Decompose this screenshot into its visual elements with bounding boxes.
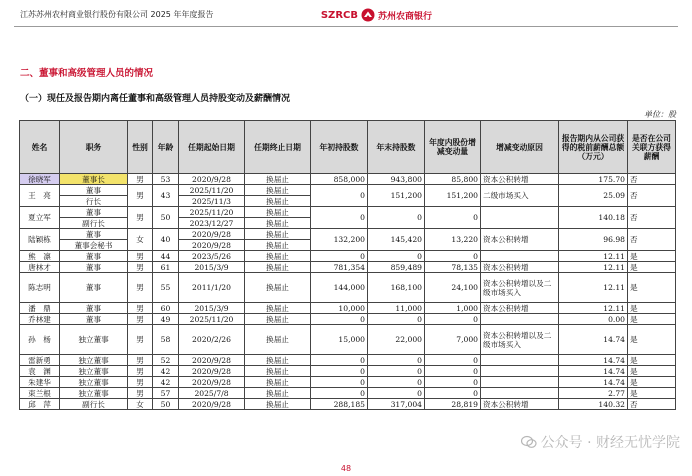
cell-start-date: 2015/3/9	[179, 303, 245, 314]
cell-role: 副行长	[60, 218, 128, 229]
cell-gender: 男	[128, 366, 153, 377]
cell-gender: 女	[128, 399, 153, 410]
cell-related-party: 否	[628, 229, 676, 251]
watermark-text: 公众号 · 财经无忧学院	[540, 435, 680, 451]
cell-name: 徐晓军	[20, 174, 60, 185]
cell-age: 50	[153, 399, 179, 410]
cell-name: 陆颖栋	[20, 229, 60, 251]
subsection-title: （一）现任及报告期内离任董事和高级管理人员持股变动及薪酬情况	[20, 94, 291, 104]
cell-pay: 14.74	[559, 377, 628, 388]
bank-logo	[321, 6, 432, 24]
cell-role: 行长	[60, 196, 128, 207]
table-header-row	[20, 121, 676, 174]
cell-age: 49	[153, 314, 179, 325]
column-header: 年龄	[153, 121, 179, 174]
table-row	[20, 314, 676, 325]
cell-end-date: 换届止	[245, 355, 311, 366]
cell-role: 董事	[60, 314, 128, 325]
column-header: 年度内股份增减变动量	[425, 121, 481, 174]
cell-related-party: 是	[628, 251, 676, 262]
cell-age: 55	[153, 273, 179, 303]
cell-start-date: 2023/12/27	[179, 218, 245, 229]
cell-end-date: 换届止	[245, 377, 311, 388]
table-row	[20, 207, 676, 218]
cell-role: 董事	[60, 262, 128, 273]
cell-age: 50	[153, 207, 179, 229]
cell-pay: 12.11	[559, 303, 628, 314]
table-row	[20, 174, 676, 185]
cell-related-party: 是	[628, 377, 676, 388]
column-header: 是否在公司关联方获得薪酬	[628, 121, 676, 174]
cell-role: 独立董事	[60, 388, 128, 399]
table-row	[20, 251, 676, 262]
cell-end-date: 换届止	[245, 218, 311, 229]
cell-end-date: 换届止	[245, 229, 311, 240]
cell-gender: 男	[128, 388, 153, 399]
cell-name: 熊 凛	[20, 251, 60, 262]
cell-begin-shares: 0	[311, 251, 368, 262]
cell-gender: 男	[128, 314, 153, 325]
column-header: 年末持股数	[368, 121, 425, 174]
cell-role: 董事	[60, 251, 128, 262]
cell-share-change: 0	[425, 366, 481, 377]
cell-gender: 男	[128, 325, 153, 355]
cell-end-date: 换届止	[245, 388, 311, 399]
cell-change-reason: 资本公积转增	[481, 174, 559, 185]
cell-begin-shares: 0	[311, 207, 368, 229]
cell-role: 董事	[60, 185, 128, 196]
cell-start-date: 2020/9/28	[179, 377, 245, 388]
cell-change-reason: 二级市场买入	[481, 185, 559, 207]
table-row	[20, 366, 676, 377]
cell-role: 董事	[60, 273, 128, 303]
cell-pay: 14.74	[559, 355, 628, 366]
cell-end-shares: 145,420	[368, 229, 425, 251]
cell-role: 独立董事	[60, 325, 128, 355]
cell-pay: 25.09	[559, 185, 628, 207]
cell-end-shares: 317,004	[368, 399, 425, 410]
table-row	[20, 377, 676, 388]
cell-role: 董事	[60, 303, 128, 314]
cell-end-date: 换届止	[245, 240, 311, 251]
cell-start-date: 2020/2/26	[179, 325, 245, 355]
cell-end-date: 换届止	[245, 196, 311, 207]
cell-role: 董事	[60, 229, 128, 240]
table-row	[20, 355, 676, 366]
cell-end-shares: 943,800	[368, 174, 425, 185]
cell-change-reason	[481, 207, 559, 229]
cell-end-date: 换届止	[245, 273, 311, 303]
cell-age: 53	[153, 174, 179, 185]
cell-share-change: 1,000	[425, 303, 481, 314]
cell-end-date: 换届止	[245, 399, 311, 410]
table-row	[20, 388, 676, 399]
section-title: 二、董事和高级管理人员的情况	[20, 68, 154, 79]
cell-related-party: 否	[628, 174, 676, 185]
cell-end-date: 换届止	[245, 174, 311, 185]
cell-share-change: 85,800	[425, 174, 481, 185]
cell-related-party: 是	[628, 366, 676, 377]
cell-share-change: 0	[425, 314, 481, 325]
cell-end-shares: 859,489	[368, 262, 425, 273]
cell-start-date: 2023/5/26	[179, 251, 245, 262]
cell-related-party: 是	[628, 262, 676, 273]
cell-end-shares: 168,100	[368, 273, 425, 303]
cell-share-change: 28,819	[425, 399, 481, 410]
cell-name: 乔林建	[20, 314, 60, 325]
page-number: 48	[340, 464, 352, 473]
cell-gender: 女	[128, 229, 153, 251]
cell-start-date: 2011/1/20	[179, 273, 245, 303]
cell-gender: 男	[128, 377, 153, 388]
cell-age: 60	[153, 303, 179, 314]
cell-pay: 14.74	[559, 325, 628, 355]
cell-pay: 175.70	[559, 174, 628, 185]
cell-role: 独立董事	[60, 355, 128, 366]
cell-gender: 男	[128, 303, 153, 314]
cell-name: 陈志明	[20, 273, 60, 303]
cell-begin-shares: 288,185	[311, 399, 368, 410]
cell-change-reason	[481, 377, 559, 388]
cell-pay: 12.11	[559, 262, 628, 273]
cell-end-shares: 11,000	[368, 303, 425, 314]
cell-start-date: 2025/11/20	[179, 207, 245, 218]
cell-age: 58	[153, 325, 179, 355]
cell-name: 孙 杨	[20, 325, 60, 355]
cell-start-date: 2020/9/28	[179, 174, 245, 185]
cell-related-party: 是	[628, 273, 676, 303]
logo-text-en: SZRCB	[320, 9, 358, 21]
cell-begin-shares: 132,200	[311, 229, 368, 251]
cell-change-reason	[481, 251, 559, 262]
table-row	[20, 185, 676, 196]
cell-start-date: 2020/9/28	[179, 229, 245, 240]
cell-begin-shares: 781,354	[311, 262, 368, 273]
cell-start-date: 2025/7/8	[179, 388, 245, 399]
cell-age: 42	[153, 377, 179, 388]
cell-start-date: 2020/9/28	[179, 240, 245, 251]
cell-name: 朱建华	[20, 377, 60, 388]
cell-end-date: 换届止	[245, 207, 311, 218]
shareholding-table	[19, 120, 676, 410]
cell-end-date: 换届止	[245, 366, 311, 377]
cell-share-change: 78,135	[425, 262, 481, 273]
cell-share-change: 151,200	[425, 185, 481, 207]
cell-begin-shares: 15,000	[311, 325, 368, 355]
cell-end-date: 换届止	[245, 314, 311, 325]
cell-end-shares: 0	[368, 377, 425, 388]
cell-related-party: 否	[628, 207, 676, 229]
cell-gender: 男	[128, 185, 153, 207]
bank-logo-icon	[361, 8, 375, 22]
cell-gender: 男	[128, 273, 153, 303]
cell-end-shares: 0	[368, 207, 425, 229]
cell-end-shares: 0	[368, 251, 425, 262]
cell-related-party: 是	[628, 325, 676, 355]
cell-share-change: 0	[425, 207, 481, 229]
cell-age: 57	[153, 388, 179, 399]
cell-end-date: 换届止	[245, 325, 311, 355]
cell-share-change: 0	[425, 388, 481, 399]
cell-share-change: 0	[425, 251, 481, 262]
cell-related-party: 是	[628, 355, 676, 366]
cell-end-date: 换届止	[245, 251, 311, 262]
cell-start-date: 2025/11/20	[179, 185, 245, 196]
table-row	[20, 303, 676, 314]
cell-related-party: 否	[628, 399, 676, 410]
cell-start-date: 2025/11/20	[179, 314, 245, 325]
cell-end-shares: 0	[368, 366, 425, 377]
cell-change-reason	[481, 355, 559, 366]
cell-end-date: 换届止	[245, 303, 311, 314]
cell-change-reason: 资本公积转增以及二级市场买入	[481, 325, 559, 355]
cell-related-party: 是	[628, 303, 676, 314]
watermark	[521, 432, 680, 452]
cell-end-shares: 0	[368, 355, 425, 366]
cell-gender: 男	[128, 174, 153, 185]
cell-age: 44	[153, 251, 179, 262]
cell-name: 唐林才	[20, 262, 60, 273]
cell-name: 王 亮	[20, 185, 60, 207]
column-header: 职务	[60, 121, 128, 174]
cell-end-date: 换届止	[245, 185, 311, 196]
cell-start-date: 2020/9/28	[179, 399, 245, 410]
cell-end-shares: 0	[368, 388, 425, 399]
cell-gender: 男	[128, 207, 153, 229]
column-header: 任期终止日期	[245, 121, 311, 174]
cell-share-change: 24,100	[425, 273, 481, 303]
wechat-icon	[521, 435, 537, 449]
cell-begin-shares: 858,000	[311, 174, 368, 185]
cell-role: 独立董事	[60, 366, 128, 377]
column-header: 任期起始日期	[179, 121, 245, 174]
cell-role: 独立董事	[60, 377, 128, 388]
cell-end-date: 换届止	[245, 262, 311, 273]
cell-name: 雷新勇	[20, 355, 60, 366]
cell-pay: 12.11	[559, 251, 628, 262]
cell-pay: 12.11	[559, 273, 628, 303]
cell-end-shares: 0	[368, 314, 425, 325]
cell-begin-shares: 0	[311, 377, 368, 388]
cell-pay: 14.74	[559, 366, 628, 377]
cell-age: 52	[153, 355, 179, 366]
table-row	[20, 262, 676, 273]
cell-age: 61	[153, 262, 179, 273]
cell-name: 潘 鼎	[20, 303, 60, 314]
cell-role: 董事	[60, 207, 128, 218]
cell-gender: 男	[128, 355, 153, 366]
cell-start-date: 2020/9/28	[179, 366, 245, 377]
cell-role: 董事会秘书	[60, 240, 128, 251]
cell-age: 43	[153, 185, 179, 207]
cell-begin-shares: 144,000	[311, 273, 368, 303]
cell-change-reason	[481, 388, 559, 399]
cell-change-reason	[481, 366, 559, 377]
column-header: 增减变动原因	[481, 121, 559, 174]
cell-gender: 男	[128, 251, 153, 262]
logo-text-cn: 苏州农商银行	[377, 11, 432, 22]
cell-gender: 男	[128, 262, 153, 273]
cell-begin-shares: 0	[311, 185, 368, 207]
cell-share-change: 0	[425, 355, 481, 366]
cell-related-party: 否	[628, 185, 676, 207]
cell-name: 夏立军	[20, 207, 60, 229]
cell-pay: 140.32	[559, 399, 628, 410]
cell-share-change: 7,000	[425, 325, 481, 355]
cell-share-change: 13,220	[425, 229, 481, 251]
cell-change-reason: 资本公积转增	[481, 262, 559, 273]
column-header: 姓名	[20, 121, 60, 174]
cell-end-shares: 22,000	[368, 325, 425, 355]
cell-related-party: 是	[628, 388, 676, 399]
cell-pay: 96.98	[559, 229, 628, 251]
column-header: 性别	[128, 121, 153, 174]
cell-pay: 140.18	[559, 207, 628, 229]
table-row	[20, 273, 676, 303]
cell-change-reason	[481, 314, 559, 325]
cell-change-reason: 资本公积转增	[481, 229, 559, 251]
cell-share-change: 0	[425, 377, 481, 388]
column-header: 报告期内从公司获得的税前薪酬总额（万元）	[559, 121, 628, 174]
report-title: 江苏苏州农村商业银行股份有限公司 2025 年年度报告	[20, 10, 214, 19]
cell-role: 副行长	[60, 399, 128, 410]
cell-age: 40	[153, 229, 179, 251]
cell-end-shares: 151,200	[368, 185, 425, 207]
cell-start-date: 2025/11/3	[179, 196, 245, 207]
table-row	[20, 325, 676, 355]
unit-label: 单位：股	[644, 110, 676, 119]
cell-change-reason: 资本公积转增以及二级市场买入	[481, 273, 559, 303]
cell-begin-shares: 0	[311, 314, 368, 325]
cell-change-reason: 资本公积转增	[481, 303, 559, 314]
cell-name: 袁 渊	[20, 366, 60, 377]
cell-begin-shares: 0	[311, 355, 368, 366]
column-header: 年初持股数	[311, 121, 368, 174]
cell-age: 42	[153, 366, 179, 377]
cell-start-date: 2020/9/28	[179, 355, 245, 366]
cell-change-reason: 资本公积转增	[481, 399, 559, 410]
cell-begin-shares: 10,000	[311, 303, 368, 314]
table-row	[20, 399, 676, 410]
cell-role: 董事长	[60, 174, 128, 185]
table-row	[20, 229, 676, 240]
cell-related-party: 是	[628, 314, 676, 325]
cell-begin-shares: 0	[311, 366, 368, 377]
cell-pay: 0.00	[559, 314, 628, 325]
cell-begin-shares: 0	[311, 388, 368, 399]
page-header	[14, 4, 678, 27]
cell-pay: 2.77	[559, 388, 628, 399]
cell-name: 邱 萍	[20, 399, 60, 410]
cell-start-date: 2015/3/9	[179, 262, 245, 273]
cell-name: 束兰根	[20, 388, 60, 399]
